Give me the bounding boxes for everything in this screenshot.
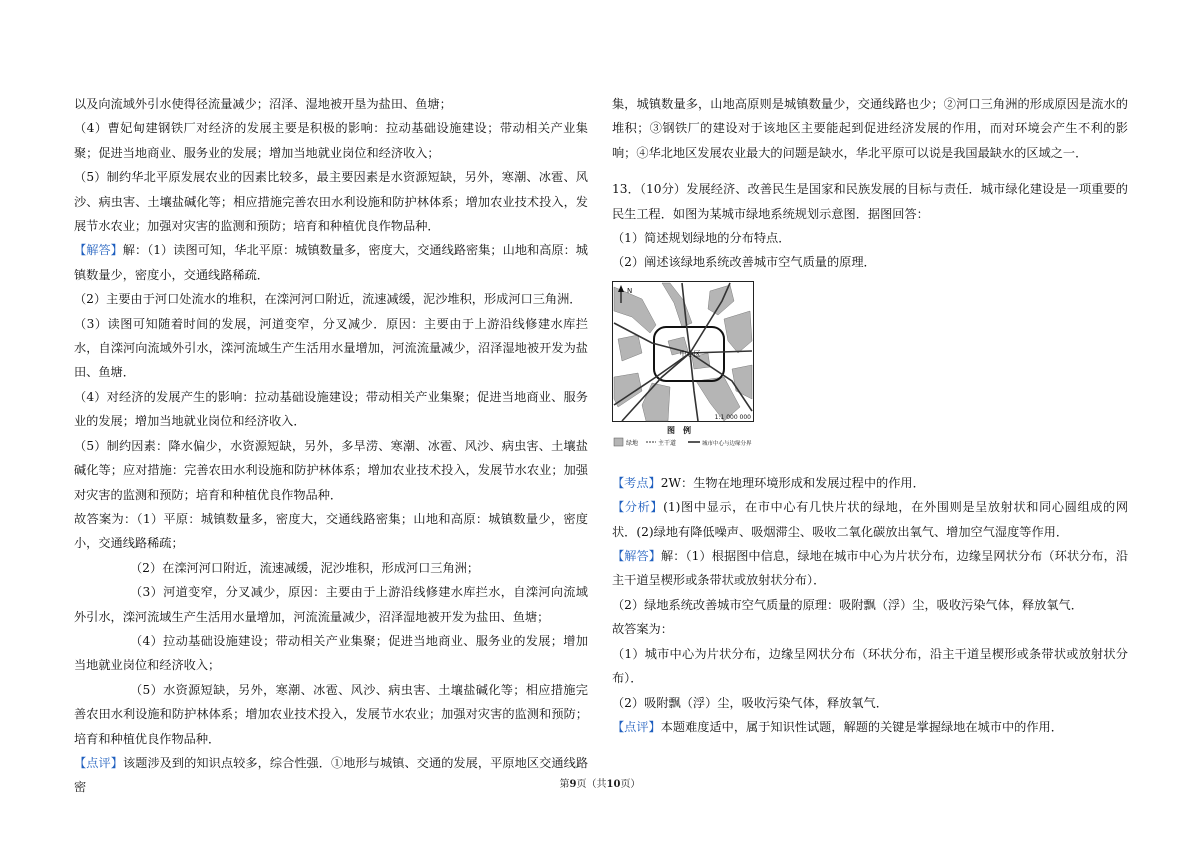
north-label: N	[627, 286, 633, 295]
paragraph: （4）拉动基础设施建设；带动相关产业集聚；促进当地商业、服务业的发展；增加当地就业岗位和经济收入；	[74, 633, 588, 673]
kaodian-tag: 【考点】	[612, 475, 661, 490]
answer-label: 故答案为：	[612, 622, 673, 637]
map-center-label: 中心区	[679, 349, 701, 358]
paragraph: （5）制约因素：降水偏少，水资源短缺，另外，多旱涝、寒潮、冰雹、风沙、病虫害、土壤盐碱化等；应对措施：完善农田水利设施和防护林体系；增加农业技术投入，发展节水农业；加强对灾害的监测和预防；培育和种植优良作物品种．	[74, 438, 588, 502]
paragraph: （3）读图可知随着时间的发展，河道变窄，分叉减少．原因：主要由于上游沿线修建水库拦水，自滦河向流域外引水，滦河流域生产生活用水量增加，河流流量减少，沼泽湿地被开发为盐田、鱼塘．	[74, 316, 588, 380]
paragraph: 故答案为：（1）平原：城镇数量多，密度大，交通线路密集；山地和高原：城镇数量少，密度小，交通线路稀疏；	[74, 511, 588, 551]
paragraph: （4）曹妃甸建钢铁厂对经济的发展主要是积极的影响：拉动基础设施建设；带动相关产业集聚；促进当地商业、服务业的发展；增加当地就业岗位和经济收入；	[74, 121, 588, 160]
legend-boundary-label: 城市中心与边缘分界	[702, 440, 752, 447]
footer-mid: 页（共	[576, 779, 607, 790]
dianping-tag: 【点评】	[74, 755, 123, 770]
jieda-tag: 【解答】	[612, 549, 661, 564]
jieda-tag: 【解答】	[74, 243, 123, 258]
paragraph: （2）绿地系统改善城市空气质量的原理：吸附飘（浮）尘，吸收污染气体，释放氧气．	[612, 597, 1083, 612]
fenxi-tag: 【分析】	[612, 500, 664, 515]
legend-title: 图 例	[667, 424, 691, 435]
answer-line: （2）吸附飘（浮）尘，吸收污染气体，释放氧气．	[612, 695, 888, 710]
answer-line: （1）城市中心为片状分布，边缘呈网状分布（环状分布，沿主干道呈楔形或条带状或放射状分布）．	[612, 646, 1128, 686]
paragraph-text: 该题涉及到的知识点较多，综合性强．①地形与城镇、交通的发展，平原地区交通线路密	[74, 755, 589, 795]
legend-green-swatch	[614, 438, 623, 446]
legend-road-label: 主干道	[658, 439, 677, 447]
jieda-paragraph	[612, 544, 1128, 593]
page-number: 9	[569, 779, 577, 790]
footer-post: 页）	[620, 779, 641, 790]
question-13-part-1: （1）简述规划绿地的分布特点．	[612, 231, 791, 246]
paragraph: 集，城镇数量多，山地高原则是城镇数量少，交通线路也少；②河口三角洲的形成原因是流水的堆积；③钢铁厂的建设对于该地区主要能起到促进经济发展的作用，而对环境会产生不利的影响；④华北地区发展农业最大的问题是缺水，华北平原可以说是我国最缺水的区域之一．	[612, 97, 1128, 160]
paragraph-text: 2W：生物在地理环境形成和发展过程中的作用．	[660, 475, 925, 490]
paragraph: 以及向流域外引水使得径流量减少；沼泽、湿地被开垦为盐田、鱼塘；	[74, 97, 452, 111]
left-column	[74, 92, 588, 800]
dianping-tag: 【点评】	[612, 719, 661, 734]
paragraph-text: 解：（1）读图可知，华北平原：城镇数量多，密度大，交通线路密集；山地和高原：城镇数量少，密度小，交通线路稀疏．	[74, 243, 588, 282]
paragraph: （5）制约华北平原发展农业的因素比较多，最主要因素是水资源短缺，另外，寒潮、冰雹、风沙、病虫害、土壤盐碱化等；相应措施完善农田水利设施和防护林体系；增加农业技术投入，发展节水农业；加强对灾害的监测和预防；培育和种植优良作物品种．	[74, 170, 588, 234]
map-scale: 1:1 000 000	[714, 413, 751, 421]
fenxi-paragraph	[612, 495, 1128, 544]
kaodian-paragraph	[612, 471, 1128, 495]
question-13: 13．（10分）发展经济、改善民生是国家和民族发展的目标与责任．城市绿化建设是一项重要的民生工程．如图为某城市绿地系统规划示意图．据图回答：	[612, 182, 1128, 221]
dianping-paragraph	[612, 715, 1128, 739]
page-footer	[0, 775, 1200, 790]
right-column	[612, 92, 1128, 739]
paragraph: （3）河道变窄，分叉减少，原因：主要由于上游沿线修建水库拦水，自滦河向流域外引水，滦河流域生产生活用水量增加，河流流量减少，沼泽湿地被开发为盐田、鱼塘；	[74, 585, 588, 624]
page-total: 10	[606, 779, 621, 790]
city-green-space-map	[612, 281, 754, 451]
legend-green-label: 绿地	[626, 439, 639, 447]
question-13-part-2: （2）阐述该绿地系统改善城市空气质量的原理．	[612, 255, 876, 270]
paragraph: （5）水资源短缺，另外，寒潮、冰雹、风沙、病虫害、土壤盐碱化等；相应措施完善农田水利设施和防护林体系；增加农业技术投入，发展节水农业；加强对灾害的监测和预防；培育和种植优良作物品种．	[74, 682, 588, 746]
paragraph: （2）在滦河河口附近，流速减缓，泥沙堆积，形成河口三角洲；	[130, 560, 480, 575]
paragraph: （4）对经济的发展产生的影响：拉动基础设施建设；带动相关产业集聚；促进当地商业、服务业的发展；增加当地就业岗位和经济收入．	[74, 389, 588, 429]
paragraph: （2）主要由于河口处流水的堆积，在滦河河口附近，流速减缓，泥沙堆积，形成河口三角洲．	[74, 292, 582, 307]
paragraph-text: (1)图中显示，在市中心有几快片状的绿地，在外围则是呈放射状和同心圆组成的网状．(2)绿地有降低噪声、吸烟滞尘、吸收二氧化碳放出氧气、增加空气湿度等作用．	[612, 500, 1129, 539]
footer-pre: 第	[559, 779, 570, 790]
paragraph-text: 解：（1）根据图中信息，绿地在城市中心为片状分布，边缘呈网状分布（环状分布，沿主干道呈楔形或条带状或放射状分布）．	[612, 549, 1129, 588]
answer-paragraph	[74, 238, 588, 287]
paragraph-text: 本题难度适中，属于知识性试题，解题的关键是掌握绿地在城市中的作用．	[660, 719, 1063, 734]
